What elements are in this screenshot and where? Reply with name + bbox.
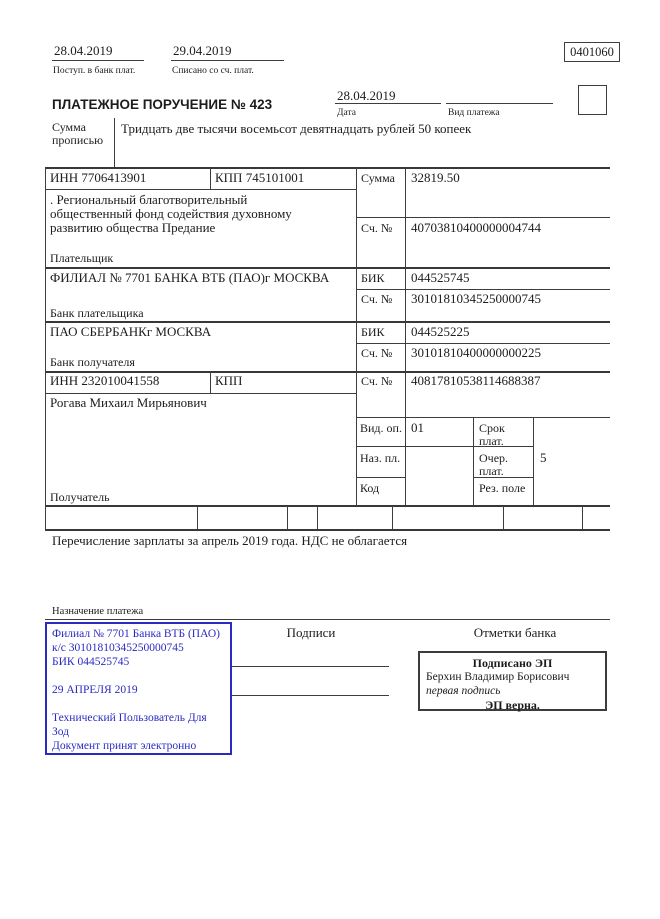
esign-note: ЭП верна. [485, 698, 540, 712]
code-label: Код [360, 481, 380, 495]
divider [45, 267, 610, 269]
payer-kpp: КПП 745101001 [215, 170, 305, 185]
signature-line [232, 695, 389, 696]
amount-label: Сумма [361, 171, 395, 185]
payer-section-label: Плательщик [50, 251, 114, 265]
divider [45, 167, 610, 169]
doc-date-value: 28.04.2019 [337, 88, 396, 103]
beneficiary-account: 40817810538114688387 [411, 373, 541, 388]
debited-date-value: 29.04.2019 [173, 43, 232, 58]
payer-name-line2: общественный фонд содействия духовному [50, 206, 292, 221]
stamp-line [52, 697, 225, 711]
priority-value: 5 [540, 450, 547, 465]
stamp-line: Зод [52, 726, 70, 738]
divider [503, 505, 504, 529]
payer-inn: ИНН 7706413901 [50, 170, 147, 185]
beneficiary-bank-bik-label: БИК [361, 325, 385, 339]
beneficiary-inn: ИНН 232010041558 [50, 373, 160, 388]
payer-account: 40703810400000004744 [411, 220, 541, 235]
stamp-line: к/с 30101810345250000745 [52, 642, 184, 654]
signatures-header: Подписи [286, 625, 336, 640]
payment-type-label: Вид платежа [448, 108, 500, 118]
esign-signer: Берхин Владимир Борисович [426, 671, 570, 683]
purpose-text: Перечисление зарплаты за апрель 2019 года. НДС не облагается [52, 533, 408, 548]
divider [45, 167, 46, 531]
reserve-field-label: Рез. поле [479, 481, 526, 495]
stamp-line: Филиал № 7701 Банка ВТБ (ПАО) [52, 628, 220, 640]
divider [582, 505, 583, 529]
esign-box [418, 651, 607, 711]
amount-value: 32819.50 [411, 170, 460, 185]
divider [114, 118, 115, 168]
divider [335, 103, 441, 104]
stamp-line: Технический Пользователь Для [52, 712, 207, 724]
divider [356, 417, 610, 418]
stamp-line: 29 АПРЕЛЯ 2019 [52, 684, 138, 696]
beneficiary-bank-section-label: Банк получателя [50, 355, 135, 369]
debited-date-label: Списано со сч. плат. [172, 66, 254, 76]
op-kind-label: Вид. оп. [360, 421, 402, 435]
beneficiary-bank-name: ПАО СБЕРБАНКг МОСКВА [50, 324, 212, 339]
payer-account-label: Сч. № [361, 221, 393, 235]
stamp-line [52, 669, 225, 683]
divider [287, 505, 288, 529]
beneficiary-kpp-label: КПП [215, 373, 243, 388]
divider [356, 217, 610, 218]
beneficiary-bank-account-label: Сч. № [361, 346, 393, 360]
beneficiary-section-label: Получатель [50, 490, 110, 504]
payment-type-box [578, 85, 607, 115]
form-code-box: 0401060 [564, 42, 620, 62]
divider [533, 417, 534, 505]
divider [405, 167, 406, 505]
purpose-section-label: Назначение платежа [52, 606, 144, 617]
stamp-line: Документ принят электронно [52, 740, 197, 752]
divider [45, 619, 610, 620]
divider [446, 103, 553, 104]
divider [210, 167, 211, 189]
op-kind-value: 01 [411, 420, 424, 435]
divider [392, 505, 393, 529]
payer-bank-account-label: Сч. № [361, 292, 393, 306]
divider [356, 343, 610, 344]
purpose-code-label: Наз. пл. [360, 451, 401, 465]
divider [45, 505, 610, 507]
payer-name-line1: . Региональный благотворительный [50, 192, 248, 207]
divider [45, 393, 356, 394]
page-title: ПЛАТЕЖНОЕ ПОРУЧЕНИЕ № 423 [52, 97, 273, 112]
divider [45, 529, 610, 531]
beneficiary-name: Рогава Михаил Мирьянович [50, 395, 207, 410]
divider [473, 417, 474, 505]
payer-bank-name: ФИЛИАЛ № 7701 БАНКА ВТБ (ПАО)г МОСКВА [50, 270, 330, 285]
divider [356, 167, 357, 505]
payer-bank-section-label: Банк плательщика [50, 306, 144, 320]
divider [317, 505, 318, 529]
bank-stamp [45, 622, 232, 755]
esign-title: Подписано ЭП [472, 656, 553, 670]
bank-marks-header: Отметки банка [473, 625, 557, 640]
payer-bank-account: 30101810345250000745 [411, 291, 541, 306]
received-date-value: 28.04.2019 [54, 43, 113, 58]
beneficiary-bank-bik: 044525225 [411, 324, 470, 339]
beneficiary-bank-account: 30101810400000000225 [411, 345, 541, 360]
divider [210, 371, 211, 393]
received-date-label: Поступ. в банк плат. [53, 66, 136, 76]
stamp-line: БИК 044525745 [52, 656, 130, 668]
payer-name-line3: развитию общества Предание [50, 220, 216, 235]
divider [171, 60, 284, 61]
divider [52, 60, 144, 61]
signature-line [232, 666, 389, 667]
due-date-label: Срок плат. [479, 421, 505, 448]
amount-words-value: Тридцать две тысячи восемьсот девятнадцать рублей 50 копеек [121, 121, 472, 136]
beneficiary-account-label: Сч. № [361, 374, 393, 388]
doc-date-label: Дата [337, 108, 356, 118]
divider [356, 289, 610, 290]
divider [45, 189, 356, 190]
divider [197, 505, 198, 529]
payer-bank-bik: 044525745 [411, 270, 470, 285]
divider [356, 477, 405, 478]
priority-label: Очер. плат. [479, 451, 509, 478]
esign-sign-kind: первая подпись [426, 685, 501, 697]
amount-words-label: Сумма прописью [52, 120, 104, 147]
divider [45, 321, 610, 323]
payer-bank-bik-label: БИК [361, 271, 385, 285]
